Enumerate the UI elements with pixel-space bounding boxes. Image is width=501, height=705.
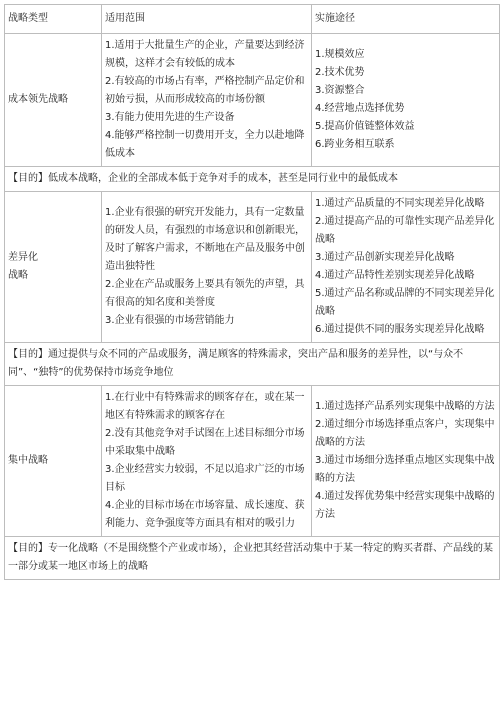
path-item: 3.通过产品创新实现差异化战略	[315, 252, 455, 263]
path-item: 4.通过产品特性差别实现差异化战略	[315, 270, 475, 281]
strategy-type-label: 集中战略	[8, 455, 48, 466]
path-item: 5.通过产品名称或品牌的不同实现差异化战略	[315, 288, 495, 317]
path-cell	[312, 192, 500, 343]
scope-item: 3.企业经营实力较弱，不足以追求广泛的市场目标	[105, 464, 305, 493]
path-item: 1.通过选择产品系列实现集中战略的方法	[315, 401, 495, 412]
purpose-row-cost-leadership	[5, 167, 500, 192]
path-item: 2.技术优势	[315, 67, 365, 78]
path-item: 3.通过市场细分选择重点地区实现集中战略的方法	[315, 455, 495, 484]
scope-item: 2.有较高的市场占有率，严格控制产品定价和初始亏损，从而形成较高的市场份额	[105, 76, 305, 105]
header-scope: 适用范围	[102, 5, 312, 34]
strategy-type-cell	[5, 192, 102, 343]
path-cell	[312, 34, 500, 167]
path-item: 6.跨业务相互联系	[315, 139, 395, 150]
path-item: 1.通过产品质量的不同实现差异化战略	[315, 198, 485, 209]
strategy-document	[4, 4, 500, 580]
scope-cell	[102, 34, 312, 167]
scope-item: 1.适用于大批量生产的企业，产量要达到经济规模，这样才会有较低的成本	[105, 40, 305, 69]
strategy-type-cell	[5, 34, 102, 167]
path-cell	[312, 386, 500, 537]
scope-item: 2.没有其他竞争对手试图在上述目标细分市场中采取集中战略	[105, 428, 305, 457]
scope-item: 1.企业有很强的研究开发能力，具有一定数量的研发人员，有强烈的市场意识和创新眼光，及时了解客户需求，不断地在产品及服务中创造出独特性	[105, 207, 305, 272]
purpose-row-differentiation	[5, 343, 500, 386]
header-path: 实施途径	[312, 5, 500, 34]
scope-item: 4.企业的目标市场在市场容量、成长速度、获利能力、竞争强度等方面具有相对的吸引力	[105, 500, 305, 529]
table-header-row	[5, 5, 500, 34]
strategy-type-label: 差异化	[8, 252, 38, 263]
path-item: 4.经营地点选择优势	[315, 103, 405, 114]
path-item: 6.通过提供不同的服务实现差异化战略	[315, 324, 485, 335]
strategy-type-label: 成本领先战略	[8, 94, 68, 105]
strategy-type-cell	[5, 386, 102, 537]
header-type: 战略类型	[5, 5, 102, 34]
path-item: 1.规模效应	[315, 49, 365, 60]
strategy-row-differentiation	[5, 192, 500, 343]
strategy-row-cost-leadership	[5, 34, 500, 167]
scope-item: 1.在行业中有特殊需求的顾客存在，或在某一地区有特殊需求的顾客存在	[105, 392, 305, 421]
scope-cell	[102, 386, 312, 537]
strategy-row-focus	[5, 386, 500, 537]
scope-item: 2.企业在产品或服务上要具有领先的声望，具有很高的知名度和美誉度	[105, 279, 305, 308]
path-item: 4.通过发挥优势集中经营实现集中战略的方法	[315, 491, 495, 520]
purpose-text: 【目的】专一化战略（不是围绕整个产业或市场），企业把其经营活动集中于某一特定的购买者群、产品线的某一部分或某一地区市场上的战略	[5, 537, 500, 580]
purpose-text: 【目的】低成本战略，企业的全部成本低于竞争对手的成本，甚至是同行业中的最低成本	[5, 167, 500, 192]
scope-cell	[102, 192, 312, 343]
purpose-row-focus	[5, 537, 500, 580]
strategy-type-label: 战略	[8, 270, 28, 281]
scope-item: 4.能够严格控制一切费用开支，全力以赴地降低成本	[105, 130, 305, 159]
path-item: 5.提高价值链整体效益	[315, 121, 415, 132]
purpose-text: 【目的】通过提供与众不同的产品或服务，满足顾客的特殊需求，突出产品和服务的差异性，以“与众不同”、“独特”的优势保持市场竞争地位	[5, 343, 500, 386]
scope-item: 3.有能力使用先进的生产设备	[105, 112, 235, 123]
strategy-table	[4, 4, 500, 580]
path-item: 2.通过提高产品的可靠性实现产品差异化战略	[315, 216, 495, 245]
scope-item: 3.企业有很强的市场营销能力	[105, 315, 235, 326]
path-item: 2.通过细分市场选择重点客户，实现集中战略的方法	[315, 419, 495, 448]
path-item: 3.资源整合	[315, 85, 365, 96]
